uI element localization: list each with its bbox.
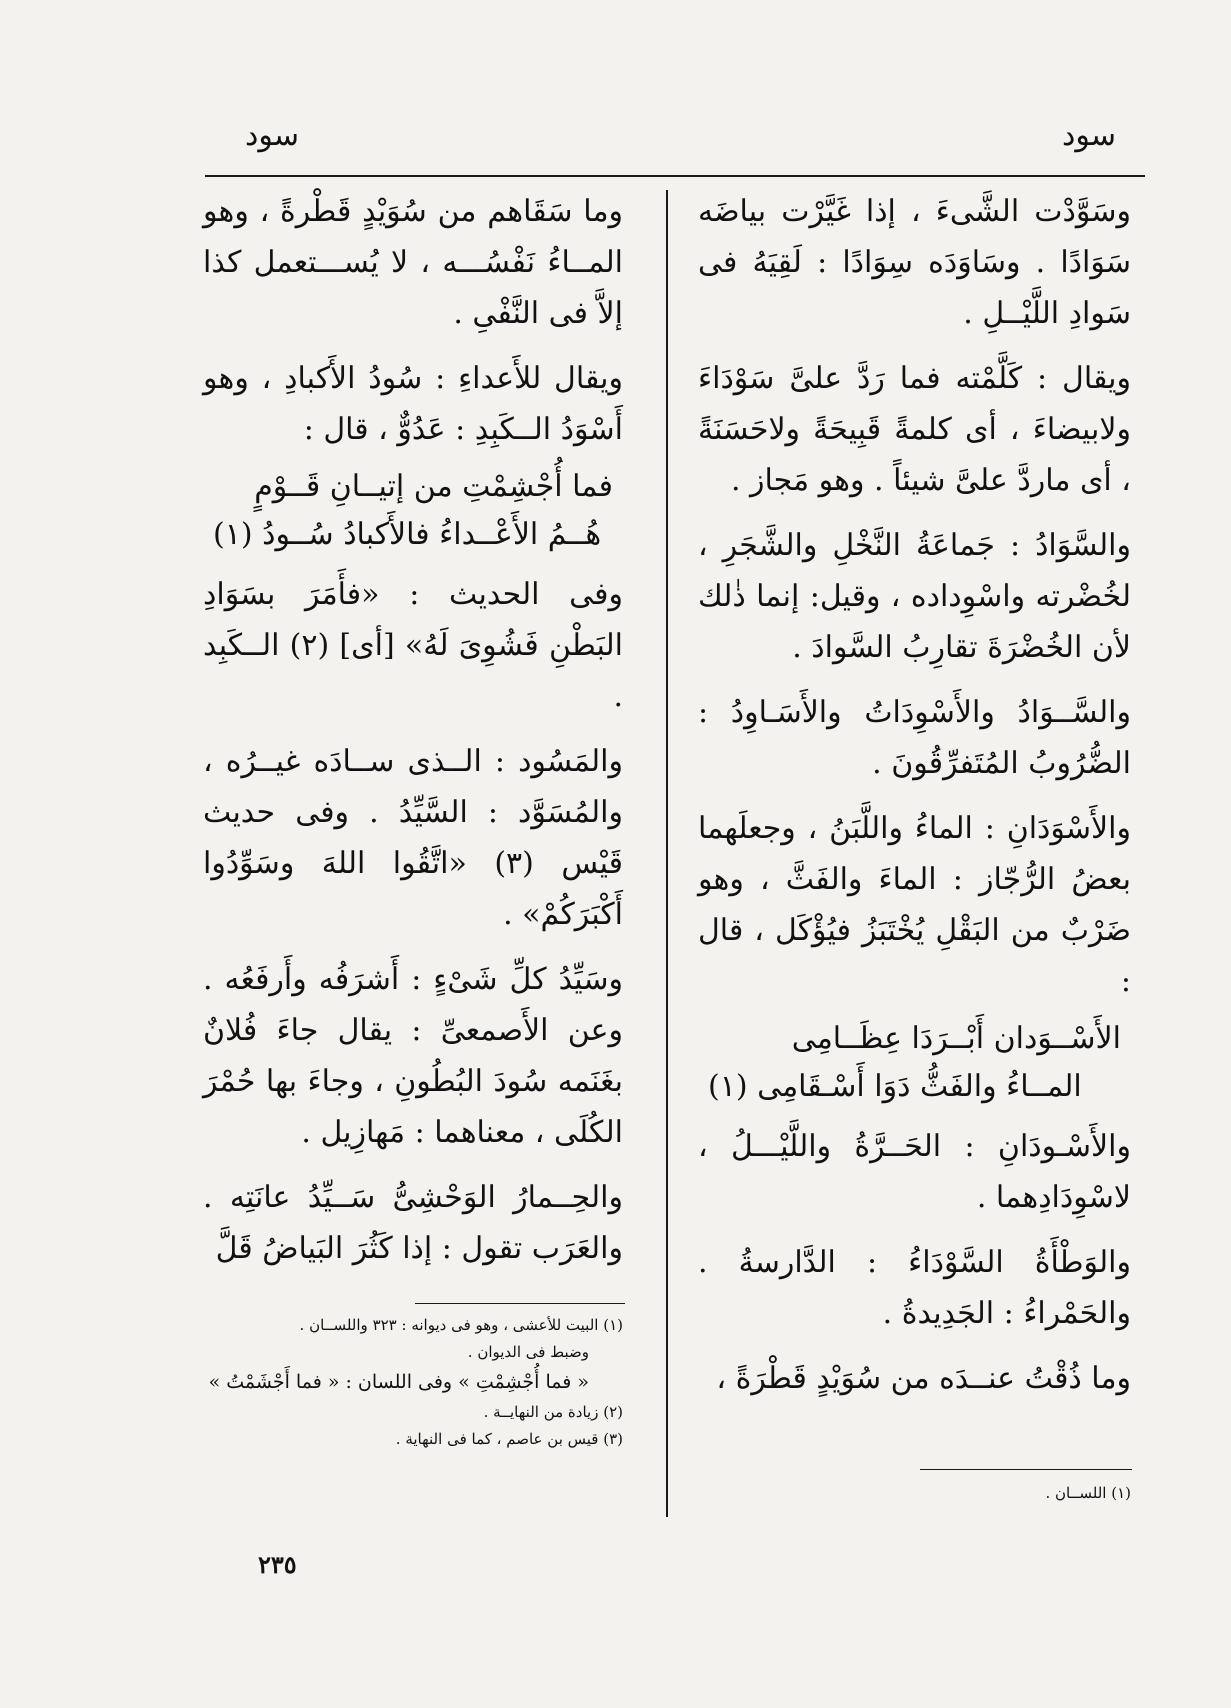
entry-paragraph: والأَسْوَدَانِ : الماءُ واللَّبَنُ ، وجعلَهما بعضُ الرُّجّاز : الماءَ والفَثَّ ، وهو ضَرْبٌ من البَقْلِ يُخْتَبَزُ فيُؤْكَل ، قال : bbox=[698, 811, 1131, 999]
verse-first-hemistich: الأَسْــوَدان أَبْــرَدَا عِظَــامِى bbox=[791, 1021, 1121, 1056]
footnote: (٢) زيادة من النهايــة . bbox=[483, 1403, 623, 1421]
page-number: ٢٣٥ bbox=[258, 1550, 297, 1579]
entry-paragraph: وسَوَّدْت الشَّىءَ ، إذا غَيَّرْت بياضَه سَوَادًا . وسَاوَدَه سِوَادًا : لَقِيَهُ فى سَوادِ اللَّيْــلِ . bbox=[698, 194, 1131, 331]
entry-paragraph: وما سَقَاهم من سُوَيْدٍ قَطْرةً ، وهو المــاءُ نَفْسُـــه ، لا يُســـتعمل كذا إلاَّ فى النَّفْىِ . bbox=[203, 194, 623, 331]
poetry-verse bbox=[698, 1015, 1131, 1111]
entry-paragraph: والوَطْأَةُ السَّوْدَاءُ : الدَّارسةُ . والحَمْراءُ : الجَدِيدةُ . bbox=[698, 1245, 1131, 1331]
entry-paragraph: والسَّوَادُ : جَماعَةُ النَّخْلِ والشَّجَرِ ، لخُضْرته واسْوِداده ، وقيل: إنما ذٰلك لأن الخُضْرَةَ تقارِبُ السَّوادَ . bbox=[698, 528, 1131, 665]
poetry-verse bbox=[203, 463, 623, 559]
entry-paragraph: والحِــمارُ الوَحْشِىُّ سَــيِّدُ عانَتِه . والعَرَب تقول : إذا كَثُرَ البَياضُ قَلَّ bbox=[203, 1180, 623, 1266]
entry-paragraph: والسَّــوَادُ والأَسْوِدَاتُ والأَسَـاوِدُ : الضُّرُوبُ المُتَفرِّقُونَ . bbox=[698, 695, 1131, 781]
footnote: (١) البيت للأعشى ، وهو فى ديوانه : ٣٢٣ واللســان . bbox=[299, 1316, 623, 1334]
footnote-quote: « فما أُجْشِمْتِ » وفى اللسان : « فما أَجْشَمْتُ » bbox=[208, 1371, 589, 1393]
entry-paragraph: ويقال : كَلَّمْته فما رَدَّ علىَّ سَوْدَاءَ ولابيضاءَ ، أى كلمةً قَبِيحَةً ولاحَسَنَةً ، أى ماردَّ علىَّ شيئاً . وهو مَجاز . bbox=[698, 361, 1131, 498]
right-column bbox=[698, 186, 1131, 1412]
column-divider bbox=[666, 190, 668, 1517]
left-column bbox=[203, 186, 623, 1282]
verse-second-hemistich: هُــمُ الأَعْــداءُ فالأَكبادُ سُــودُ (١) bbox=[213, 517, 602, 552]
running-head-left: سود bbox=[245, 118, 299, 153]
running-head-right: سود bbox=[1062, 118, 1116, 153]
footnote-rule-right bbox=[920, 1469, 1132, 1470]
verse-second-hemistich: المــاءُ والفَثُّ دَوَا أَسْـقَامِى (١) bbox=[708, 1069, 1082, 1104]
entry-paragraph: وفى الحديث : «فأَمَرَ بسَوَادِ البَطْنِ فَشُوِىَ لَهُ» [أى] (٢) الــكَبِد . bbox=[203, 577, 623, 714]
verse-first-hemistich: فما أُجْشِمْتِ من إتيــانِ قَــوْمٍ bbox=[254, 469, 613, 504]
footnote: (٣) قيس بن عاصم ، كما فى النهاية . bbox=[395, 1430, 623, 1448]
header-rule bbox=[205, 175, 1145, 177]
entry-paragraph: والأَسْـودَانِ : الحَــرَّةُ واللَّيْـــلُ ، لاسْوِدَادِهما . bbox=[698, 1129, 1131, 1215]
entry-paragraph: وما ذُقْتُ عنــدَه من سُوَيْدٍ قَطْرَةً ، bbox=[716, 1361, 1131, 1396]
entry-paragraph: والمَسُود : الــذى ســادَه غيــرُه ، والمُسَوَّد : السَّيِّدُ . وفى حديث قَيْس (٣) «اتَّقُوا اللهَ وسَوِّدُوا أَكْبَرَكُمْ» . bbox=[203, 744, 623, 932]
footnote-continuation: وضبط فى الديوان . bbox=[467, 1343, 589, 1361]
footnotes-right bbox=[700, 1480, 1131, 1507]
entry-paragraph: ويقال للأَعداءِ : سُودُ الأَكبادِ ، وهو أَسْوَدُ الــكَبِدِ : عَدُوٌّ ، قال : bbox=[203, 361, 623, 447]
entry-paragraph: وسَيِّدُ كلِّ شَىْءٍ : أَشرَفُه وأَرفَعُه . وعن الأَصمعىِّ : يقال جاءَ فُلانٌ بغَنَمه سُودَ البُطُونِ ، وجاءَ بها حُمْرَ الكُلَى ، معناهما : مَهازِيل . bbox=[203, 962, 623, 1150]
footnotes-left bbox=[203, 1312, 623, 1453]
footnote-rule-left bbox=[415, 1303, 625, 1304]
footnote: (١) اللســان . bbox=[1045, 1484, 1131, 1502]
